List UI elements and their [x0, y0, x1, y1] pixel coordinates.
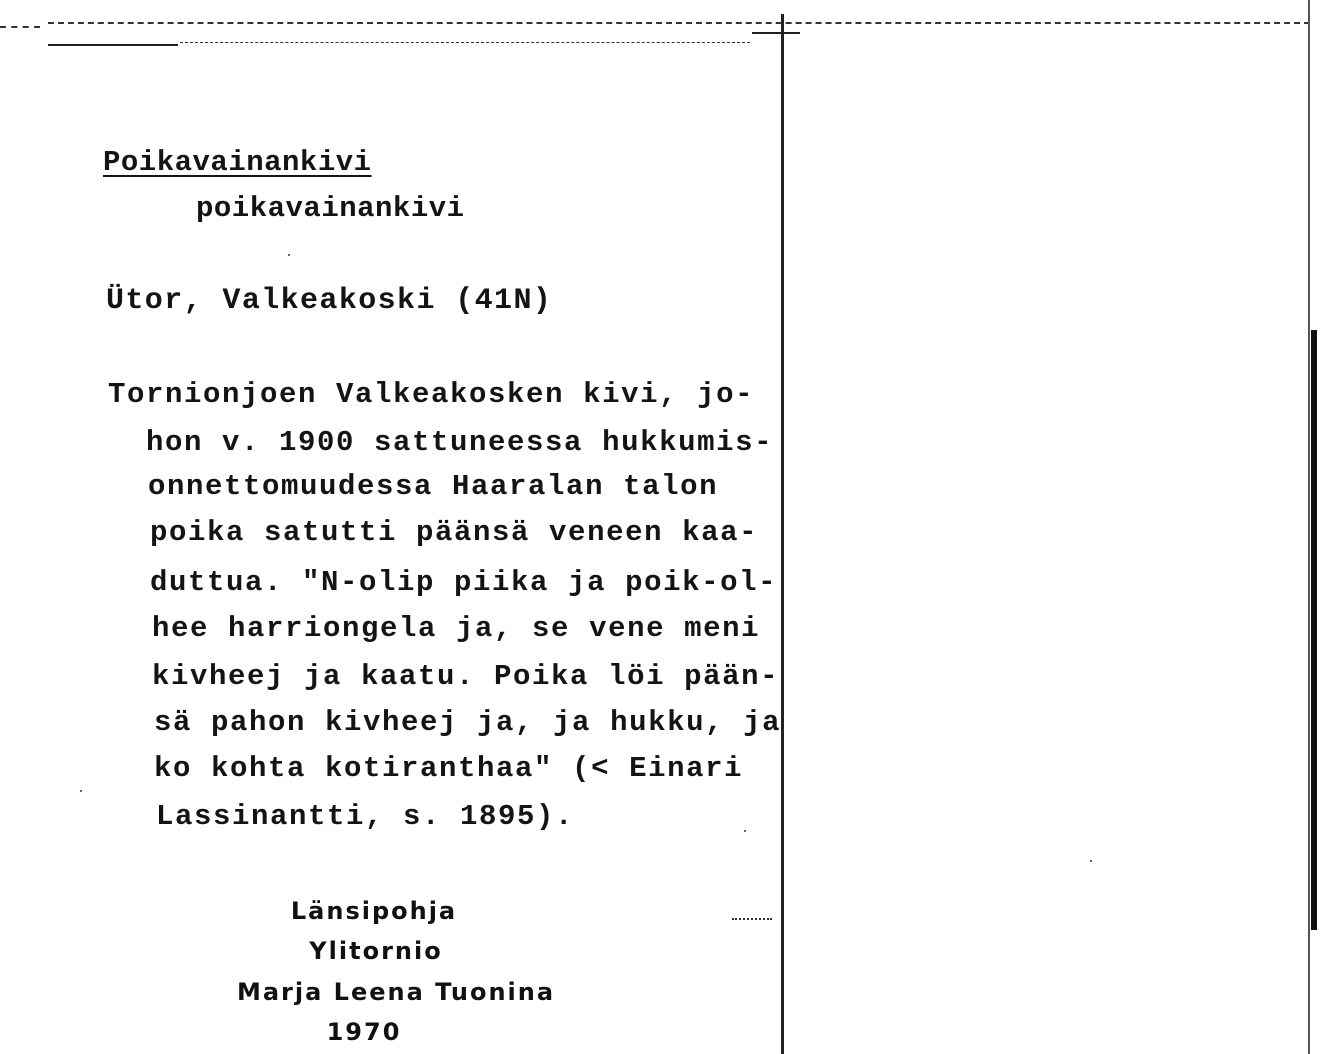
body-line-2: hon v. 1900 sattuneessa hukkumis- — [146, 426, 774, 459]
body-line-1: Tornionjoen Valkeakosken kivi, jo- — [108, 378, 755, 411]
speck — [288, 254, 290, 256]
top-rule-tick — [752, 32, 800, 34]
body-line-8: sä pahon kivheej ja, ja hukku, ja — [154, 706, 782, 739]
column-rule — [781, 14, 784, 1054]
top-rule-left — [0, 26, 40, 28]
right-edge-rule — [1308, 0, 1310, 1054]
body-line-6: hee harriongela ja, se vene meni — [152, 612, 761, 645]
top-rule-second — [180, 42, 750, 43]
speck — [1090, 860, 1092, 862]
stamp-region: Länsipohja — [290, 897, 458, 925]
body-line-3: onnettomuudessa Haaralan talon — [148, 470, 719, 503]
right-edge-bold — [1311, 330, 1317, 930]
speck — [744, 830, 746, 832]
stamp-parish: Ylitornio — [309, 937, 443, 965]
speck — [80, 790, 82, 792]
stamp-collector: Marja Leena Tuonina — [236, 978, 556, 1006]
body-line-4: poika satutti päänsä veneen kaa- — [150, 516, 759, 549]
top-rule-main — [48, 22, 1310, 24]
body-line-7: kivheej ja kaatu. Poika löi pään- — [152, 660, 780, 693]
location-line: Ütor, Valkeakoski (41N) — [106, 284, 553, 318]
body-line-5: duttua. "N-olip piika ja poik-ol- — [150, 566, 778, 599]
dotted-mark — [732, 918, 772, 920]
phonetic-form: poikavainankivi — [196, 192, 465, 225]
body-line-10: Lassinantti, s. 1895). — [156, 800, 575, 833]
body-line-9: ko kohta kotiranthaa" (< Einari — [154, 752, 744, 785]
top-rule-double — [48, 44, 178, 46]
stamp-year: 1970 — [326, 1018, 402, 1046]
headword: Poikavainankivi — [103, 146, 372, 179]
